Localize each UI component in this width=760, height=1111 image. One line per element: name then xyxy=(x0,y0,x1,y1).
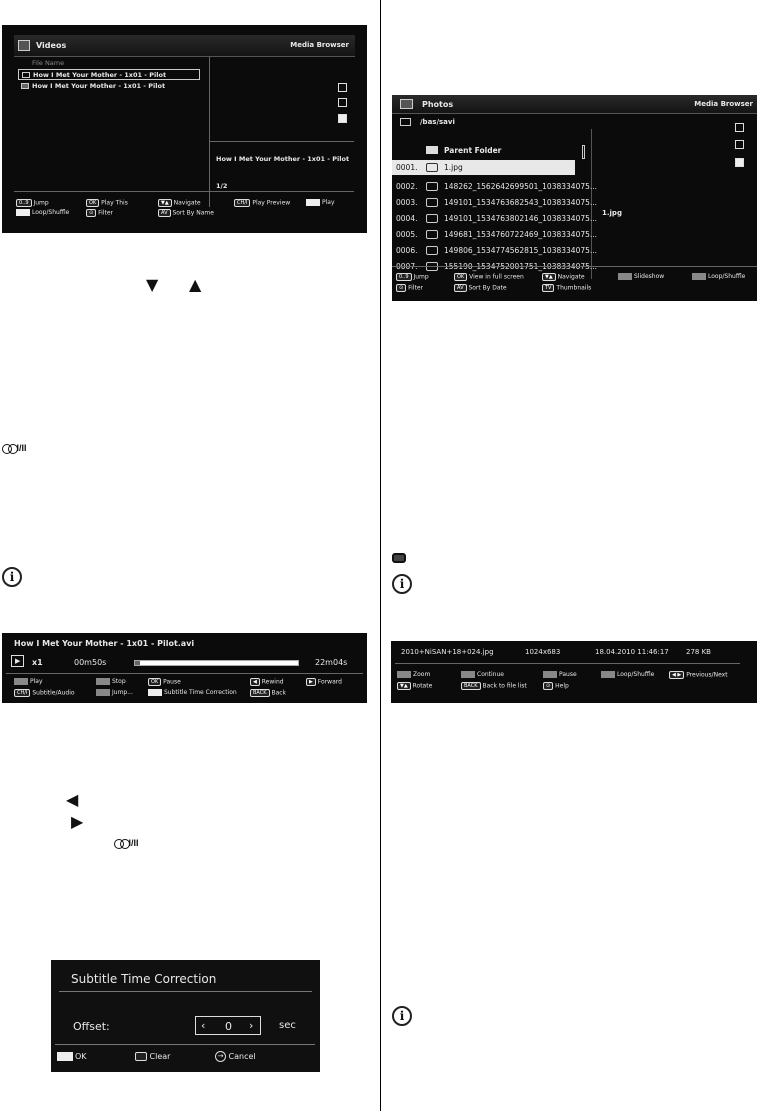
key-filter: ⊙ xyxy=(396,284,406,292)
video-list-item-label: How I Met Your Mother - 1x01 - Pilot xyxy=(32,82,166,90)
legend-rewind xyxy=(250,678,284,686)
viewer-size: 278 KB xyxy=(686,648,711,656)
gray-key xyxy=(601,671,615,678)
videos-media-browser-label: Media Browser xyxy=(290,41,349,49)
video-list-item-selected[interactable] xyxy=(18,69,200,80)
viewer-legend-divider xyxy=(395,663,740,664)
clear-key-icon xyxy=(135,1052,147,1061)
key-right: ▶ xyxy=(306,678,316,686)
video-list-item-label: How I Met Your Mother - 1x01 - Pilot xyxy=(33,71,167,79)
cancel-icon: → xyxy=(215,1051,226,1062)
photo-name: 149681_1534760722469_1038334075... xyxy=(444,230,598,239)
legend-label: Zoom xyxy=(413,671,431,678)
play-glyph: ▶ xyxy=(15,657,21,665)
scrollbar[interactable] xyxy=(582,145,585,159)
white-key xyxy=(306,199,320,206)
legend-label: Help xyxy=(555,682,569,690)
photos-list-pane xyxy=(392,129,598,279)
photos-folder-icon xyxy=(400,99,413,109)
legend-jump xyxy=(16,199,49,207)
legend-stop xyxy=(96,678,126,685)
photo-index: 0004. xyxy=(396,214,418,223)
legend-loop-shuffle xyxy=(16,209,69,216)
key-filter: ⊙ xyxy=(86,209,96,217)
photo-list-item[interactable] xyxy=(392,195,598,210)
videos-legend-divider xyxy=(14,191,354,192)
legend-navigate xyxy=(158,199,201,207)
legend-label: Forward xyxy=(317,678,342,686)
legend-label: Filter xyxy=(408,284,423,292)
offset-unit: sec xyxy=(279,1020,296,1031)
legend-label: Navigate xyxy=(557,273,585,281)
stop-icon xyxy=(735,158,744,167)
ok-label: OK xyxy=(75,1052,87,1061)
legend-thumbnails xyxy=(542,284,591,292)
playback-speed: x1 xyxy=(32,658,43,667)
key-left: ◀ xyxy=(250,678,260,686)
legend-label: Loop/Shuffle xyxy=(617,671,655,678)
gray-key xyxy=(96,689,110,696)
videos-header xyxy=(14,35,355,57)
legend-label: Back xyxy=(271,689,287,697)
photo-preview-name: 1.jpg xyxy=(602,209,622,217)
legend-filter xyxy=(396,284,423,292)
clear-label: Clear xyxy=(149,1052,171,1061)
key-down-up: ▼▲ xyxy=(397,682,411,690)
photo-name: 149101_1534763802146_1038334075... xyxy=(444,214,598,223)
white-key xyxy=(57,1052,73,1061)
parent-folder-icon xyxy=(426,146,438,154)
videos-title: Videos xyxy=(36,41,67,50)
legend-label: View in full screen xyxy=(469,273,524,281)
photo-name: 149806_1534774562815_1038334075... xyxy=(444,246,598,255)
legend-label: Loop/Shuffle xyxy=(708,273,746,280)
legend-help xyxy=(543,682,569,690)
legend-label: Previous/Next xyxy=(686,671,728,679)
photo-list-item-selected[interactable] xyxy=(392,160,575,175)
photo-viewer-info-bar xyxy=(391,641,757,703)
key-down-up: ▼▲ xyxy=(542,273,556,281)
total-time: 22m04s xyxy=(315,658,348,667)
increase-icon[interactable]: › xyxy=(249,1019,254,1032)
legend-loop-shuffle xyxy=(601,671,654,678)
up-arrow-icon: ▲ xyxy=(189,275,202,294)
key-audio: CH/I xyxy=(14,689,30,697)
key-av: AV xyxy=(158,209,171,217)
video-list-item[interactable] xyxy=(18,81,200,92)
screen-mode-icon xyxy=(338,83,347,92)
legend-label: Jump... xyxy=(112,689,133,696)
legend-previous-next xyxy=(669,671,728,679)
parent-folder[interactable]: Parent Folder xyxy=(444,146,502,155)
legend-jump xyxy=(96,689,133,696)
legend-label: Slideshow xyxy=(634,273,665,280)
gray-key xyxy=(14,678,28,685)
legend-loop-shuffle xyxy=(692,273,745,280)
photo-index: 0002. xyxy=(396,182,418,191)
viewer-filename: 2010+NiSAN+18+024.jpg xyxy=(401,648,494,656)
legend-label: Play Preview xyxy=(252,199,291,207)
legend-label: Subtitle/Audio xyxy=(32,689,75,697)
video-playback-bar xyxy=(2,633,367,703)
video-page-indicator: 1/2 xyxy=(216,182,228,190)
key-av: AV xyxy=(454,284,467,292)
legend-label: Stop xyxy=(112,678,126,685)
photo-index: 0003. xyxy=(396,198,418,207)
legend-label: Pause xyxy=(163,678,181,686)
legend-label: Rotate xyxy=(412,682,433,690)
gray-key xyxy=(96,678,110,685)
shuffle-icon xyxy=(735,140,744,149)
key-0-9: 0..9 xyxy=(396,273,412,281)
legend-label: Back to file list xyxy=(482,682,527,690)
key-0-9: 0..9 xyxy=(16,199,32,207)
gray-key xyxy=(618,273,632,280)
viewer-date: 18.04.2010 11:46:17 xyxy=(595,648,669,656)
photo-name: 1.jpg xyxy=(444,163,463,172)
photos-header xyxy=(392,95,757,114)
stc-title-bar xyxy=(59,964,312,992)
legend-back-to-file-list xyxy=(461,682,527,690)
legend-label: Navigate xyxy=(173,199,201,207)
stc-offset-label: Offset: xyxy=(73,1020,110,1033)
tv-button-icon xyxy=(392,553,406,563)
photo-list-item[interactable] xyxy=(392,179,598,194)
page-column-divider xyxy=(380,0,381,1111)
key-ok: OK xyxy=(148,678,161,686)
photo-list-item[interactable] xyxy=(392,243,598,258)
decrease-icon[interactable]: ‹ xyxy=(201,1019,206,1032)
subtitle-time-correction-dialog xyxy=(51,960,320,1072)
video-file-icon xyxy=(22,72,30,78)
key-audio: CH/I xyxy=(234,199,250,207)
legend-label: Pause xyxy=(559,671,577,678)
info-icon: i xyxy=(392,1006,412,1026)
legend-subtitle-audio xyxy=(14,689,75,697)
offset-value: 0 xyxy=(225,1020,232,1033)
legend-view-full-screen xyxy=(454,273,524,281)
legend-label: Loop/Shuffle xyxy=(32,209,70,216)
photo-name: 148262_1562642699501_1038334075... xyxy=(444,182,598,191)
white-key xyxy=(16,209,30,216)
legend-label: Play This xyxy=(101,199,128,207)
videos-list-pane xyxy=(14,57,210,207)
video-preview-title: How I Met Your Mother - 1x01 - Pilot xyxy=(216,155,350,163)
photo-index: 0001. xyxy=(396,163,418,172)
legend-back xyxy=(250,689,286,697)
left-arrow-icon: ◀ xyxy=(66,790,79,809)
legend-play xyxy=(306,199,335,206)
photos-path: /bas/savi xyxy=(420,118,455,126)
key-back: BACK xyxy=(250,689,270,697)
video-file-icon xyxy=(21,83,29,89)
mono-stereo-icon xyxy=(2,443,27,454)
key-info: ⊙ xyxy=(543,682,553,690)
legend-label: Continue xyxy=(477,671,504,678)
photo-index: 0005. xyxy=(396,230,418,239)
legend-label: Thumbnails xyxy=(556,284,592,292)
legend-slideshow xyxy=(618,273,664,280)
column-header-file-name: File Name xyxy=(32,59,65,67)
image-file-icon xyxy=(426,246,438,255)
gray-key xyxy=(461,671,475,678)
legend-label: Rewind xyxy=(261,678,284,686)
key-ok: OK xyxy=(454,273,467,281)
video-preview-separator xyxy=(210,141,354,142)
legend-label: Jump xyxy=(413,273,429,281)
key-tv: TV xyxy=(542,284,554,292)
progress-fill xyxy=(135,661,140,665)
progress-bar[interactable] xyxy=(134,660,299,666)
legend-label: Sort By Name xyxy=(172,209,214,217)
legend-continue xyxy=(461,671,504,678)
legend-rotate xyxy=(397,682,432,690)
videos-folder-icon xyxy=(18,40,30,51)
key-left-right: ◀ ▶ xyxy=(669,671,684,679)
mono-label: I/II xyxy=(16,443,27,453)
photos-media-browser-label: Media Browser xyxy=(694,100,753,108)
play-state-icon xyxy=(11,655,24,667)
legend-label: Jump xyxy=(33,199,49,207)
legend-forward xyxy=(306,678,342,686)
offset-stepper[interactable] xyxy=(195,1016,261,1035)
legend-filter xyxy=(86,209,113,217)
photo-list-item[interactable] xyxy=(392,211,598,226)
legend-play-this xyxy=(86,199,128,207)
legend-zoom xyxy=(397,671,430,678)
photos-title: Photos xyxy=(422,100,454,109)
legend-navigate xyxy=(542,273,585,281)
key-down-up: ▼▲ xyxy=(158,199,172,207)
cancel-label: Cancel xyxy=(228,1052,256,1061)
legend-label: Play xyxy=(30,678,43,685)
legend-pause xyxy=(543,671,577,678)
photo-list-item[interactable] xyxy=(392,227,598,242)
mono-stereo-icon xyxy=(114,838,139,849)
clear-button[interactable] xyxy=(135,1052,170,1061)
image-file-icon xyxy=(426,163,438,172)
shuffle-icon xyxy=(338,98,347,107)
legend-jump xyxy=(396,273,429,281)
key-ok: OK xyxy=(86,199,99,207)
viewer-resolution: 1024x683 xyxy=(525,648,561,656)
elapsed-time: 00m50s xyxy=(74,658,107,667)
image-file-icon xyxy=(426,198,438,207)
gray-key xyxy=(397,671,411,678)
legend-label: Subtitle Time Correction xyxy=(164,689,237,696)
ok-button[interactable] xyxy=(57,1052,87,1061)
legend-label: Filter xyxy=(98,209,113,217)
photo-name: 149101_1534763682543_1038334075... xyxy=(444,198,598,207)
mono-label: I/II xyxy=(128,838,139,848)
stc-divider xyxy=(55,1044,315,1045)
photos-legend-divider xyxy=(392,266,757,267)
playback-title: How I Met Your Mother - 1x01 - Pilot.avi xyxy=(14,639,195,648)
gray-key xyxy=(543,671,557,678)
photos-media-browser xyxy=(392,95,757,301)
legend-sort xyxy=(158,209,214,217)
screen-mode-icon xyxy=(735,123,744,132)
legend-pause xyxy=(148,678,181,686)
legend-label: Play xyxy=(322,199,335,206)
cancel-button[interactable] xyxy=(215,1051,256,1062)
stop-icon xyxy=(338,114,347,123)
legend-sort xyxy=(454,284,507,292)
legend-play xyxy=(14,678,43,685)
stc-title: Subtitle Time Correction xyxy=(71,972,217,986)
image-file-icon xyxy=(426,182,438,191)
legend-play-preview xyxy=(234,199,290,207)
gray-key xyxy=(692,273,706,280)
right-arrow-icon: ▶ xyxy=(71,812,84,831)
info-icon: i xyxy=(392,574,412,594)
photo-index: 0006. xyxy=(396,246,418,255)
image-file-icon xyxy=(426,230,438,239)
legend-subtitle-time-correction xyxy=(148,689,237,696)
image-file-icon xyxy=(426,214,438,223)
path-back-icon xyxy=(400,118,411,126)
videos-media-browser xyxy=(2,25,367,233)
white-key xyxy=(148,689,162,696)
down-arrow-icon: ▼ xyxy=(146,275,159,294)
info-icon: i xyxy=(2,567,22,587)
legend-label: Sort By Date xyxy=(468,284,507,292)
key-back: BACK xyxy=(461,682,481,690)
playback-legend-divider xyxy=(6,673,363,674)
